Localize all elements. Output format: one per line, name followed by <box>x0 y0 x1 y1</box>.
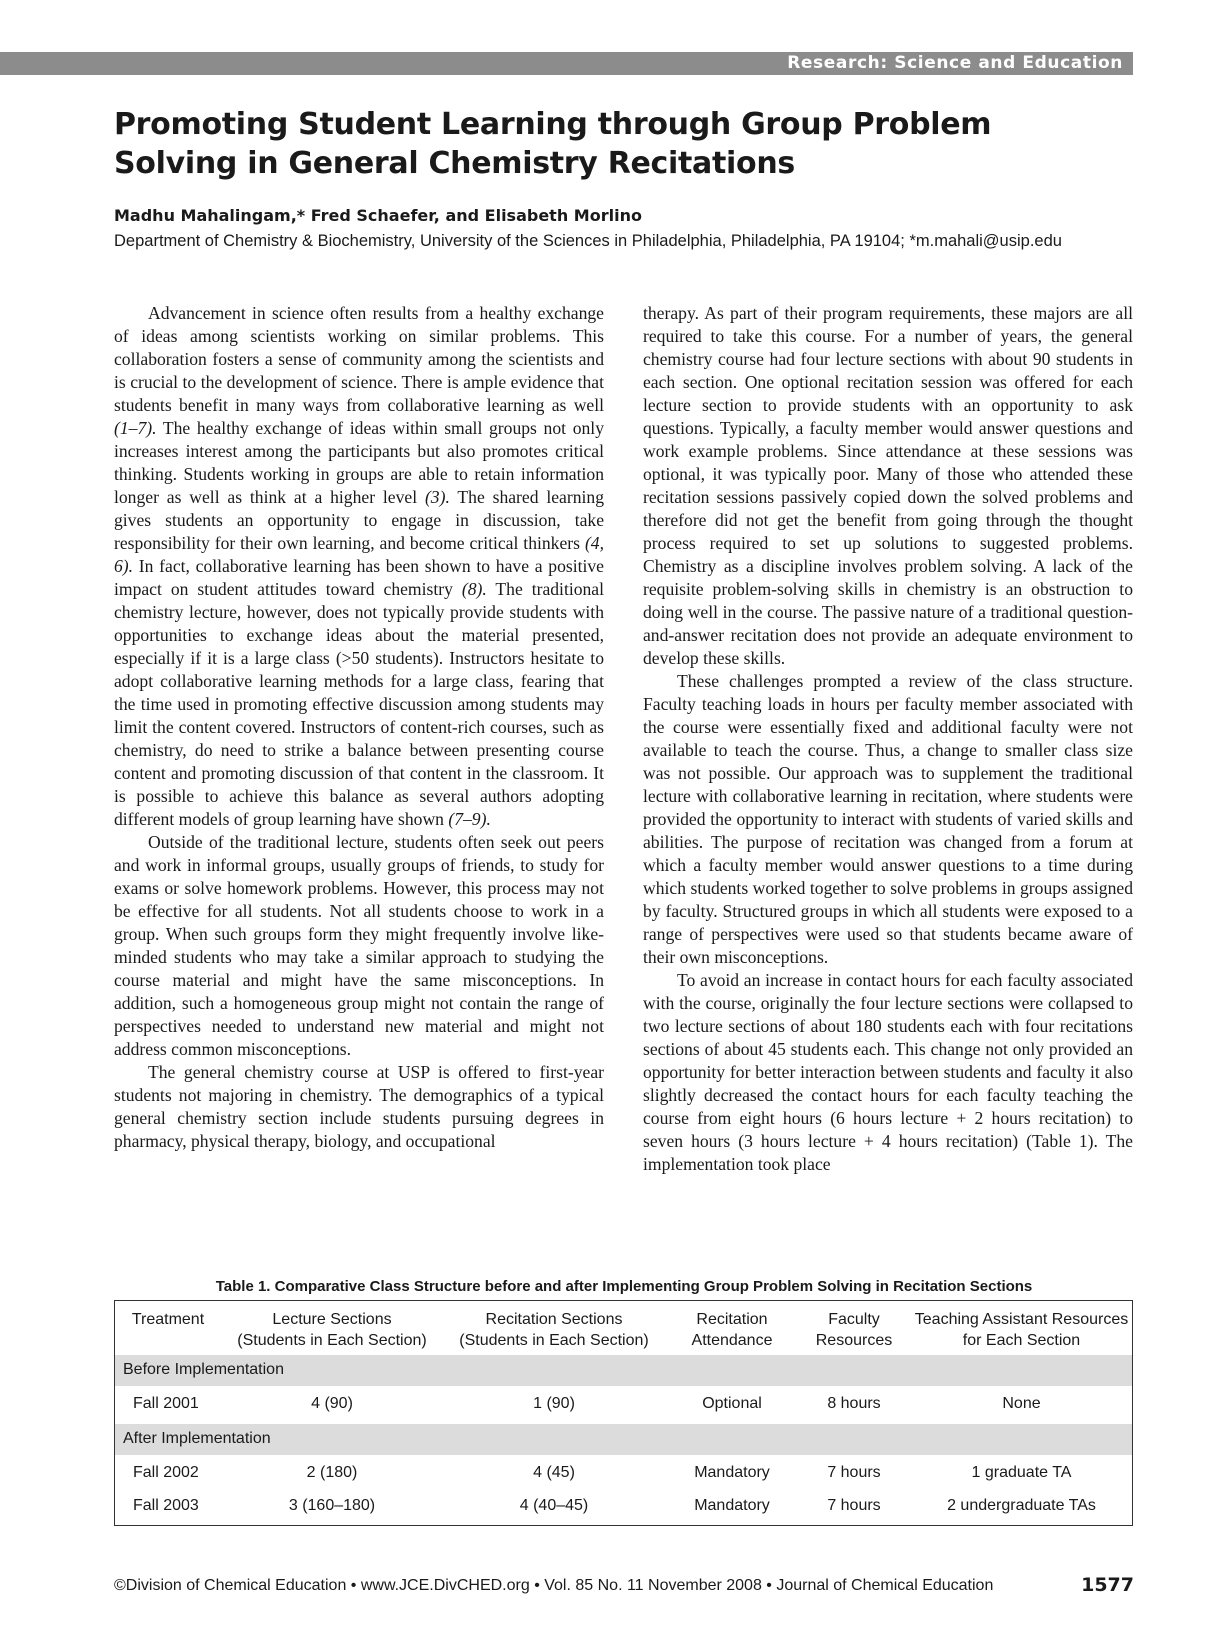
table-cell: Optional <box>702 1395 762 1412</box>
group-label: Before Implementation <box>123 1361 284 1378</box>
table-cell: Mandatory <box>694 1497 770 1514</box>
table-header-cell: Recitation Attendance <box>691 1311 773 1349</box>
paragraph-text: The traditional chemistry lecture, however, does not typically provide students with opportunities to exchange ideas about the material presented, especially if it is a large class (>50 students). Instructors hesitate to adopt collaborative learning methods for a large class, fearing that the time used in promoting effective discussion among students may limit the content covered. Instructors of content-rich courses, such as chemistry, do need to strike a balance between presenting course content and promoting discussion of that content in the classroom. It is possible to achieve this balance as several authors adopting different models of group learning have shown <box>114 579 605 829</box>
table-cell: 2 undergraduate TAs <box>947 1497 1096 1514</box>
table-row <box>115 1455 1132 1489</box>
table-cell: 7 hours <box>827 1497 881 1514</box>
citation: (8). <box>461 579 487 599</box>
paragraph: These challenges prompted a review of the class structure. Faculty teaching loads in hours per faculty member associated with the course were essentially fixed and additional faculty were not available to teach the course. Thus, a change to smaller class size was not possible. Our approach was to supplement the traditional lecture with collaborative learning in recitation, where students were provided the opportunity to interact with students of varied skills and abilities. The purpose of recitation was changed from a forum at which a faculty member would answer questions to a time during which students worked together to solve problems in groups assigned by faculty. Structured groups in which all students were exposed to a range of perspectives were used so that students became aware of their own misconceptions. <box>643 671 1133 967</box>
table-header-cell: Faculty Resources <box>815 1311 893 1349</box>
table-cell: 4 (40–45) <box>519 1497 589 1514</box>
table-cell: Fall 2001 <box>133 1395 199 1412</box>
table-row <box>115 1386 1132 1424</box>
table-cell: Mandatory <box>694 1464 770 1481</box>
table-header-cell: Teaching Assistant Resources for Each Section <box>914 1311 1129 1349</box>
citation: (1–7). <box>114 418 157 438</box>
table-cell: 4 (45) <box>533 1464 575 1481</box>
body-column-right <box>643 302 1133 1176</box>
comparison-table <box>114 1300 1133 1526</box>
table-cell: 8 hours <box>827 1395 881 1412</box>
section-banner <box>0 52 1133 75</box>
section-label: Research: Science and Education <box>787 53 1123 73</box>
table-header-cell: Recitation Sections (Students in Each Section) <box>459 1311 649 1349</box>
table-group-row <box>115 1355 1132 1386</box>
table-row <box>115 1489 1132 1523</box>
table-cell: 2 (180) <box>306 1464 358 1481</box>
table-cell: Fall 2003 <box>133 1497 199 1514</box>
table-cell: 1 graduate TA <box>971 1464 1072 1481</box>
table-cell: 4 (90) <box>311 1395 353 1412</box>
table-caption: Table 1. Comparative Class Structure before and after Implementing Group Problem Solving in Recitation Sections <box>215 1278 1033 1295</box>
page-number: 1577 <box>1081 1574 1134 1596</box>
citation: (7–9). <box>448 809 491 829</box>
table-header-cell: Lecture Sections (Students in Each Section) <box>237 1311 427 1349</box>
table-cell: 7 hours <box>827 1464 881 1481</box>
group-label: After Implementation <box>123 1430 271 1447</box>
paragraph-text: The healthy exchange of ideas within small groups not only increases interest among the participants but also promotes critical thinking. Students working in groups are able to retain information longer as well as think at a higher level <box>114 418 604 507</box>
paragraph: To avoid an increase in contact hours for each faculty associated with the course, originally the four lecture sections were collapsed to two lecture sections of about 180 students each with four recitations sections of about 45 students each. This change not only provided an opportunity for better interaction between students and faculty it also slightly decreased the contact hours for each faculty teaching the course from eight hours (6 hours lecture + 2 hours recitation) to seven hours (3 hours lecture + 4 hours recitation) (Table 1). The implementation took place <box>643 970 1133 1174</box>
author-list: Madhu Mahalingam,* Fred Schaefer, and Elisabeth Morlino <box>114 206 642 225</box>
citation: (4, 6). <box>114 533 604 576</box>
table-cell: 3 (160–180) <box>288 1497 376 1514</box>
table-cell: Fall 2002 <box>133 1464 199 1481</box>
paragraph <box>114 302 604 831</box>
paragraph-text: Advancement in science often results from a healthy exchange of ideas among scientists working on similar problems. This collaboration fosters a sense of community among the scientists and is crucial to the development of science. There is ample evidence that students benefit in many ways from collaborative learning as well <box>114 303 604 415</box>
paragraph: Outside of the traditional lecture, students often seek out peers and work in informal groups, usually groups of friends, to study for exams or solve homework problems. However, this process may not be effective for all students. Not all students choose to work in a group. When such groups form they might frequently involve like-minded students who may take a similar approach to studying the course material and might have the same misconceptions. In addition, such a homogeneous group might not contain the range of perspectives needed to understand new material and might not address common misconceptions. <box>114 832 604 1059</box>
paragraph-text: In fact, collaborative learning has been shown to have a positive impact on student attitudes toward chemistry <box>114 556 604 599</box>
table-header-cell: Treatment <box>131 1311 205 1328</box>
article-title: Promoting Student Learning through Group Problem Solving in General Chemistry Recitations <box>114 107 992 181</box>
paragraph: therapy. As part of their program requirements, these majors are all required to take this course. For a number of years, the general chemistry course had four lecture sections with about 90 students in each section. One optional recitation session was offered for each lecture section to provide students with an opportunity to ask questions. Typically, a faculty member would answer questions and work example problems. Since attendance at these sessions was optional, it was typically poor. Many of those who attended these recitation sessions passively copied down the solved problems and therefore did not get the benefit from going through the thought process required to set up solutions to suggested problems. Chemistry as a discipline involves problem solving. A lack of the requisite problem-solving skills in chemistry is an obstruction to doing well in the course. The passive nature of a traditional question-and-answer recitation does not provide an adequate environment to develop these skills. <box>643 303 1133 668</box>
table-cell: None <box>1002 1395 1041 1412</box>
paragraph-text: The shared learning gives students an opportunity to engage in discussion, take responsibility for their own learning, and become critical thinkers <box>114 487 604 553</box>
table-cell: 1 (90) <box>533 1395 575 1412</box>
body-column-left <box>114 302 604 1153</box>
table-group-row <box>115 1424 1132 1455</box>
footer-citation: ©Division of Chemical Education • www.JCE.DivCHED.org • Vol. 85 No. 11 November 2008 • Journal of Chemical Education <box>114 1577 994 1594</box>
affiliation: Department of Chemistry & Biochemistry, University of the Sciences in Philadelphia, Philadelphia, PA 19104; *m.mahali@usip.edu <box>114 232 1062 250</box>
citation: (3). <box>424 487 450 507</box>
paragraph: The general chemistry course at USP is offered to first-year students not majoring in chemistry. The demographics of a typical general chemistry section include students pursuing degrees in pharmacy, physical therapy, biology, and occupational <box>114 1062 604 1151</box>
